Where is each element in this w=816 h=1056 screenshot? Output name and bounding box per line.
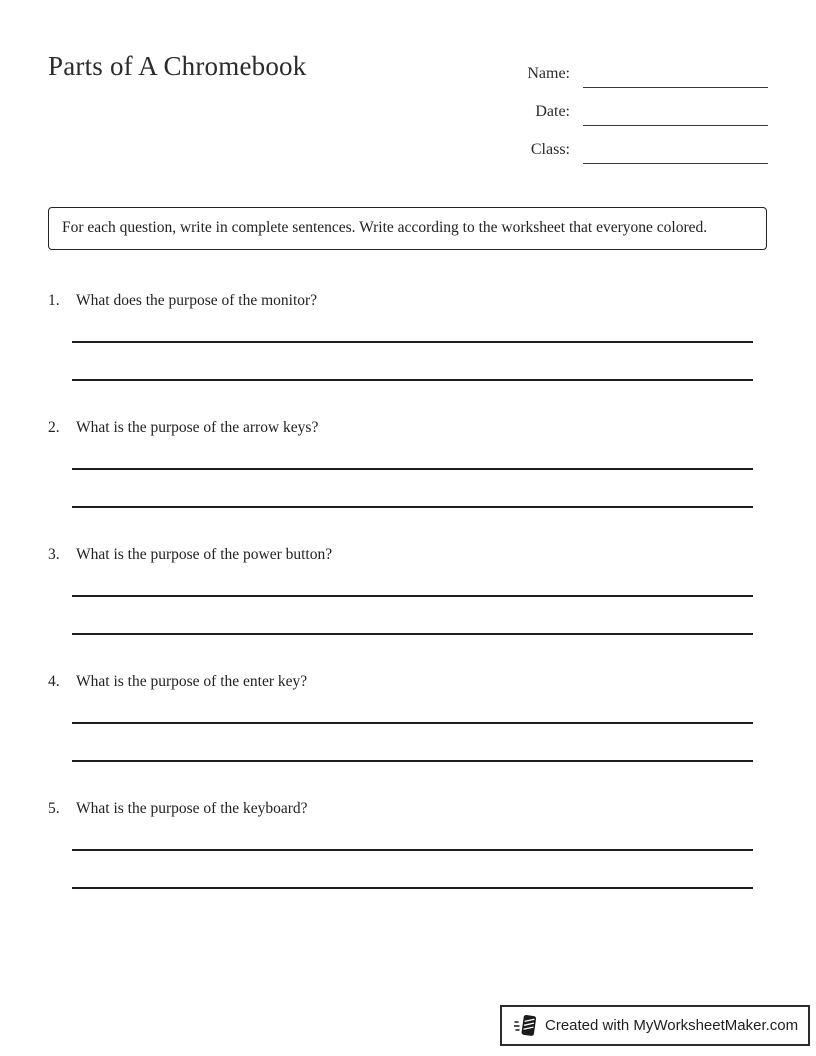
question-text: What does the purpose of the monitor? [76,292,318,309]
question-row [48,671,768,692]
answer-blank-line [72,722,753,724]
question-5 [48,798,768,889]
question-number: 3. [48,546,60,563]
instructions-text: For each question, write in complete sentences. Write according to the worksheet that everyone colored. [62,219,708,236]
date-label: Date: [535,103,570,120]
question-text: What is the purpose of the keyboard? [76,800,308,817]
question-number: 1. [48,292,60,309]
name-label: Name: [527,65,570,82]
header [48,0,768,164]
question-text: What is the purpose of the enter key? [76,673,308,690]
question-number: 5. [48,800,60,817]
credit-badge [500,1005,810,1046]
date-blank-line [583,102,768,126]
question-row [48,417,768,438]
question-text: What is the purpose of the arrow keys? [76,419,319,436]
page-title: Parts of A Chromebook [48,51,307,81]
questions-list [48,290,768,889]
question-row [48,798,768,819]
answer-blank-line [72,887,753,889]
name-field-row [508,50,768,88]
worksheet-maker-logo-icon [514,1013,538,1039]
instructions-box [48,207,767,250]
answer-blank-line [72,633,753,635]
date-field-row [508,88,768,126]
answer-blank-line [72,595,753,597]
class-label: Class: [530,141,570,158]
class-blank-line [583,140,768,164]
answer-blank-line [72,506,753,508]
question-row [48,290,768,311]
answer-blank-line [72,341,753,343]
answer-blank-line [72,760,753,762]
credit-text: Created with MyWorksheetMaker.com [545,1017,799,1034]
question-1 [48,290,768,381]
question-2 [48,417,768,508]
question-3 [48,544,768,635]
question-4 [48,671,768,762]
class-field-row [508,126,768,164]
student-fields [508,50,768,164]
answer-blank-line [72,379,753,381]
name-blank-line [583,64,768,88]
question-number: 2. [48,419,60,436]
question-text: What is the purpose of the power button? [76,546,333,563]
question-row [48,544,768,565]
question-number: 4. [48,673,60,690]
answer-blank-line [72,468,753,470]
answer-blank-line [72,849,753,851]
